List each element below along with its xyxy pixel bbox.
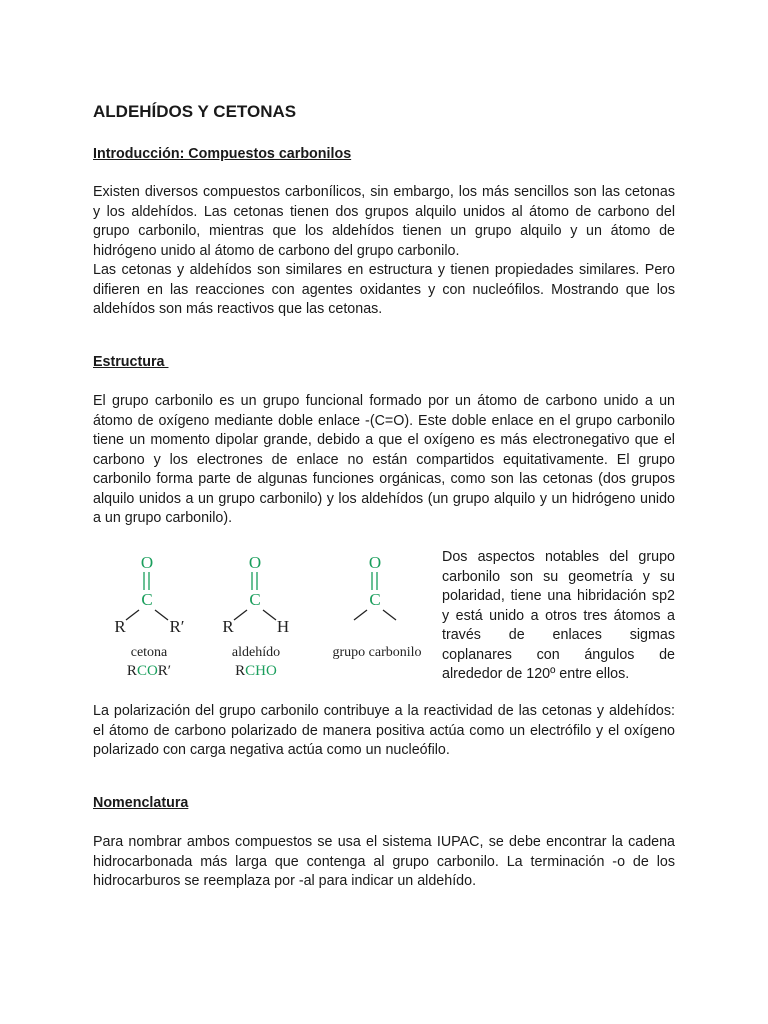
aldehyde-structure: [222, 553, 289, 679]
aldehyde-formula: [235, 663, 277, 679]
aldehyde-oxygen-label: O: [248, 553, 262, 572]
carbonyl-name: grupo carbonilo: [332, 645, 422, 660]
estructura-paragraph-2: La polarización del grupo carbonilo contribuye a la reactividad de las cetonas y aldehídos: el átomo de carbono polarizado de manera positiva actúa como un electrófilo y el oxígeno polarizado con carga negativa actúa como un nucleófilo.: [93, 703, 675, 758]
aldehyde-left-bond: [234, 610, 247, 620]
aldehyde-left-group: R: [222, 617, 234, 636]
nomenclatura-paragraph-1: Para nombrar ambos compuestos se usa el sistema IUPAC, se debe encontrar la cadena hidrocarbonada más larga que contenga al grupo carbonilo. La terminación -o de los hidrocarburos se reemplaza por -al para indicar un aldehído.: [93, 834, 675, 889]
ketone-formula-core: CO: [136, 663, 158, 679]
carbonyl-left-bond: [354, 610, 367, 620]
carbonyl-group-structure: [332, 553, 421, 660]
ketone-left-bond: [126, 610, 139, 620]
ketone-formula-suffix: R′: [157, 663, 172, 679]
ketone-structure: [114, 553, 184, 679]
section-heading-nomenclatura: Nomenclatura: [93, 795, 189, 811]
carbonyl-structures-diagram: [93, 548, 433, 688]
carbonyl-oxygen-label: O: [368, 553, 382, 572]
section-heading-estructura: Estructura: [93, 354, 169, 370]
ketone-oxygen-label: O: [140, 553, 154, 572]
intro-paragraph-1-text: Existen diversos compuestos carbonílicos, sin embargo, los más sencillos son las cetonas y los aldehídos. Las cetonas tienen dos grupos alquilo unidos al átomo de carbono del grupo carbonilo, mientras que los aldehídos tienen un grupo alquilo y un átomo de hidrógeno unido al átomo de carbono del grupo carbonilo.: [93, 184, 675, 259]
carbonyl-carbon-label: C: [369, 590, 381, 609]
aldehyde-right-group: H: [276, 617, 290, 636]
ketone-name: cetona: [130, 645, 168, 660]
ketone-formula-prefix: R: [126, 663, 137, 679]
aldehyde-formula-prefix: R: [235, 663, 246, 679]
intro-paragraph-2-text: Las cetonas y aldehídos son similares en estructura y tienen propiedades similares. Pero difieren en las reacciones con agentes oxidantes y con nucleófilos. Mostrando que los aldehídos son más reactivos que las cetonas.: [93, 262, 675, 317]
estructura-side-text: Dos aspectos notables del grupo carbonilo son su geometría y su polaridad, tiene una hibridación sp2 y está unido a otros tres átomos a través de enlaces sigmas coplanares con ángulos de alrededor de 120º entre ellos.: [442, 549, 675, 682]
ketone-right-group: R′: [169, 617, 185, 636]
aldehyde-right-bond: [263, 610, 276, 620]
ketone-formula: [127, 663, 171, 679]
carbonyl-right-bond: [383, 610, 396, 620]
aldehyde-formula-core: CHO: [245, 663, 277, 679]
intro-paragraph-1: [93, 183, 675, 320]
ketone-left-group: R: [114, 617, 126, 636]
carbonyl-structures-figure: [93, 548, 433, 688]
carbonyl-figure-row: [93, 548, 675, 688]
aldehyde-name: aldehído: [231, 645, 281, 660]
section-heading-introduccion: Introducción: Compuestos carbonilos: [93, 146, 352, 162]
ketone-carbon-label: C: [141, 590, 153, 609]
aldehyde-carbon-label: C: [249, 590, 261, 609]
estructura-paragraph-1: El grupo carbonilo es un grupo funcional formado por un átomo de carbono unido a un átomo de oxígeno mediante doble enlace -(C=O). Este doble enlace en el grupo carbonilo tiene un momento dipolar grande, debido a que el oxígeno es más electronegativo que el carbono y los electrones de enlace no están compartidos equitativamente. El grupo carbonilo forma parte de algunas funciones orgánicas, como son las cetonas (dos grupos alquilo unidos a un grupo carbonilo) y los aldehídos (un grupo alquilo y un hidrógeno unido a un grupo carbonilo).: [93, 393, 675, 526]
ketone-right-bond: [155, 610, 168, 620]
document-title: ALDEHÍDOS Y CETONAS: [93, 102, 297, 121]
